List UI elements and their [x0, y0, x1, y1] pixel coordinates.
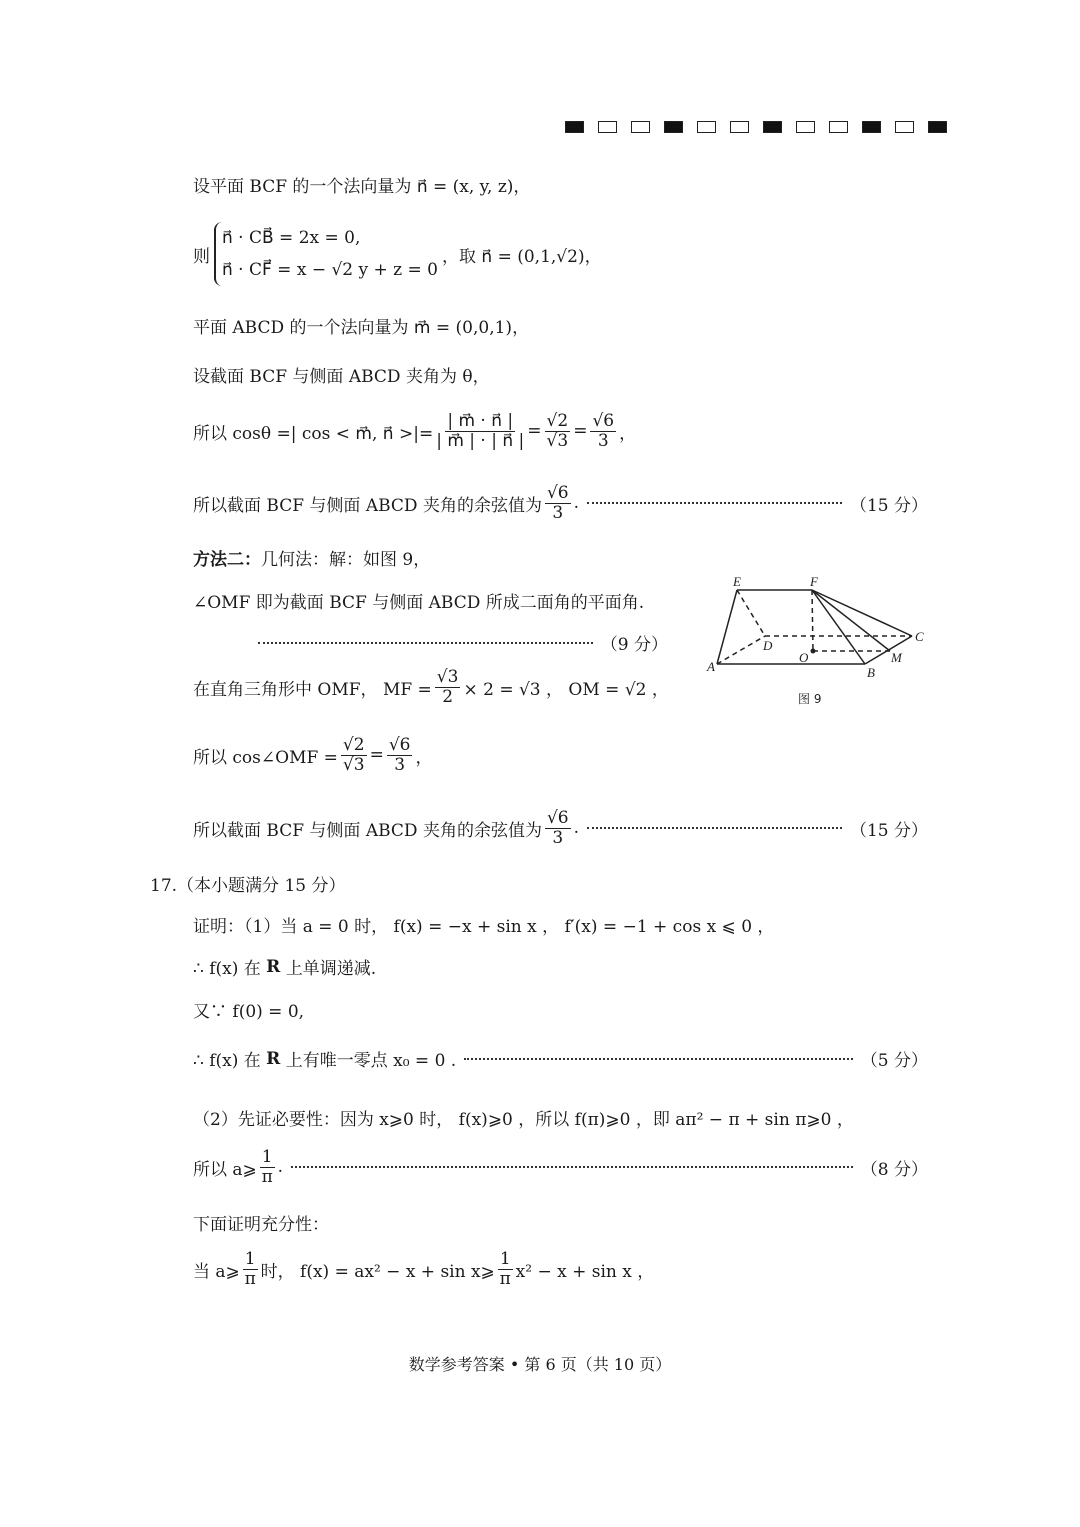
- figure-9: [700, 570, 940, 715]
- fraction: [260, 1148, 275, 1186]
- text-line: 又∵ f(0) = 0,: [193, 1002, 305, 1022]
- text-line: 设平面 BCF 的一个法向量为 n⃗ = (x, y, z)，: [193, 177, 531, 197]
- label-B: B: [867, 665, 875, 680]
- denominator: π: [244, 1268, 256, 1289]
- dotted-leader: [587, 827, 842, 829]
- fraction: [545, 809, 571, 847]
- label-M: M: [891, 650, 902, 665]
- dotted-leader: [587, 502, 842, 504]
- numerator: 1: [261, 1147, 273, 1167]
- text: .: [573, 818, 580, 839]
- equation: n⃗ · CF⃗ = x − √2 y + z = 0: [222, 260, 438, 280]
- empty-square: [895, 121, 914, 133]
- text: =: [527, 421, 542, 442]
- text-line: [193, 954, 376, 979]
- filled-square: [928, 121, 947, 133]
- dotted-leader: [258, 642, 593, 644]
- text: =: [369, 745, 384, 766]
- label-F: F: [810, 574, 818, 589]
- label-C: C: [915, 629, 924, 644]
- label-D: D: [763, 638, 773, 653]
- text: 在直角三角形中 OMF， MF =: [193, 679, 432, 700]
- label-O: O: [799, 650, 809, 665]
- text: 上有唯一零点 x₀ = 0 .: [280, 1051, 457, 1071]
- text-line: 设截面 BCF 与侧面 ABCD 夹角为 θ，: [193, 367, 490, 387]
- denominator: 3: [552, 827, 564, 848]
- fraction: [387, 736, 413, 774]
- text: =: [573, 421, 588, 442]
- edge-ED: [737, 590, 765, 636]
- denominator: 3: [552, 502, 564, 523]
- text: 所以 cos∠OMF =: [193, 747, 338, 768]
- empty-square: [631, 121, 650, 133]
- question-heading: 17.（本小题满分 15 分）: [150, 876, 346, 896]
- text-line: 平面 ABCD 的一个法向量为 m⃗ = (0,0,1)，: [193, 318, 530, 338]
- text: 时， f(x) = ax² − x + sin x⩾: [260, 1261, 495, 1282]
- text: .: [573, 493, 580, 514]
- brace: [214, 222, 438, 286]
- denominator: √3: [546, 430, 569, 451]
- numerator: √6: [546, 808, 569, 828]
- fraction: [498, 1250, 513, 1288]
- filled-square: [763, 121, 782, 133]
- text: 几何法：解：如图 9，: [261, 550, 431, 570]
- numerator: 1: [244, 1249, 256, 1269]
- text: x² − x + sin x ，: [515, 1261, 655, 1282]
- text: × 2 = √3 ， OM = √2 ，: [463, 679, 669, 700]
- text-line: ∠OMF 即为截面 BCF 与侧面 ABCD 所成二面角的平面角.: [193, 593, 645, 613]
- score: （15 分）: [849, 820, 928, 841]
- text-line: 证明：（1）当 a = 0 时， f(x) = −x + sin x ， f′(x) = −1 + cos x ⩽ 0 ，: [193, 917, 775, 937]
- equation: n⃗ · CB⃗ = 2x = 0,: [222, 228, 361, 248]
- formula-line: [193, 668, 669, 706]
- reals-symbol: R: [266, 1048, 281, 1069]
- numerator: √2: [546, 411, 569, 431]
- score: （5 分）: [860, 1051, 928, 1071]
- text: ，: [619, 423, 637, 444]
- dotted-leader: [291, 1166, 853, 1168]
- text: 所以 cosθ =| cos < m⃗, n⃗ >|=: [193, 423, 434, 444]
- text: ，取 n⃗ = (0,1,√2)，: [442, 246, 602, 267]
- score-line: [193, 484, 928, 522]
- text: .: [277, 1157, 284, 1178]
- fraction: [243, 1250, 258, 1288]
- numerator: √2: [342, 735, 365, 755]
- filled-square: [862, 121, 881, 133]
- reals-symbol: R: [266, 956, 281, 977]
- fraction: [545, 484, 571, 522]
- label-E: E: [733, 574, 741, 589]
- method-heading: 方法二：: [193, 550, 261, 570]
- fraction: [341, 736, 367, 774]
- edge-FB: [812, 590, 865, 664]
- score: （8 分）: [860, 1159, 928, 1180]
- numerator: √6: [592, 411, 615, 431]
- empty-square: [697, 121, 716, 133]
- numerator: √3: [436, 667, 459, 687]
- numerator: √6: [546, 483, 569, 503]
- text: 上单调递减.: [280, 959, 377, 979]
- formula-line: [193, 736, 432, 774]
- equation-system: [193, 222, 602, 286]
- label-A: A: [707, 659, 715, 674]
- edge-FO: [812, 590, 813, 651]
- text: 所以 a⩾: [193, 1159, 257, 1180]
- fraction: [436, 412, 524, 450]
- formula-line: [193, 1250, 654, 1288]
- fraction: [545, 412, 571, 450]
- score-line: [193, 1148, 928, 1186]
- denominator: | m⃗ | · | n⃗ |: [436, 430, 525, 451]
- denominator: 2: [442, 686, 454, 707]
- denominator: 3: [597, 430, 609, 451]
- edge-AE: [717, 590, 737, 664]
- filled-square: [565, 121, 584, 133]
- denominator: π: [499, 1268, 511, 1289]
- page-footer: 数学参考答案 • 第 6 页（共 10 页）: [408, 1355, 672, 1374]
- text: ，: [415, 747, 433, 768]
- figure-caption: 图 9: [798, 692, 822, 706]
- text: 所以截面 BCF 与侧面 ABCD 夹角的余弦值为: [193, 495, 542, 516]
- text: 当 a⩾: [193, 1261, 240, 1282]
- point-O: [811, 649, 816, 654]
- numerator: √6: [388, 735, 411, 755]
- dotted-leader: [464, 1058, 853, 1060]
- empty-square: [796, 121, 815, 133]
- fraction: [435, 668, 461, 706]
- score: （15 分）: [849, 495, 928, 516]
- fraction: [590, 412, 616, 450]
- numerator: 1: [499, 1249, 511, 1269]
- empty-square: [829, 121, 848, 133]
- header-squares: [565, 121, 961, 133]
- denominator: √3: [342, 754, 365, 775]
- text-line: 下面证明充分性：: [193, 1215, 329, 1235]
- text: ∴ f(x) 在: [193, 959, 267, 979]
- text: 所以截面 BCF 与侧面 ABCD 夹角的余弦值为: [193, 820, 542, 841]
- text-line: [193, 545, 430, 570]
- formula-line: [193, 412, 636, 450]
- denominator: π: [261, 1166, 273, 1187]
- empty-square: [730, 121, 749, 133]
- denominator: 3: [394, 754, 406, 775]
- score-line: [193, 809, 928, 847]
- text: ∴ f(x) 在: [193, 1051, 267, 1071]
- text-line: （2）先证必要性：因为 x⩾0 时， f(x)⩾0 ，所以 f(π)⩾0 ，即 aπ² − π + sin π⩾0 ，: [193, 1110, 854, 1130]
- score-line: [193, 1046, 928, 1071]
- text: 则: [193, 246, 210, 267]
- empty-square: [598, 121, 617, 133]
- numerator: | m⃗ · n⃗ |: [447, 411, 514, 431]
- filled-square: [664, 121, 683, 133]
- score: （9 分）: [600, 635, 668, 655]
- score-line: [258, 630, 668, 655]
